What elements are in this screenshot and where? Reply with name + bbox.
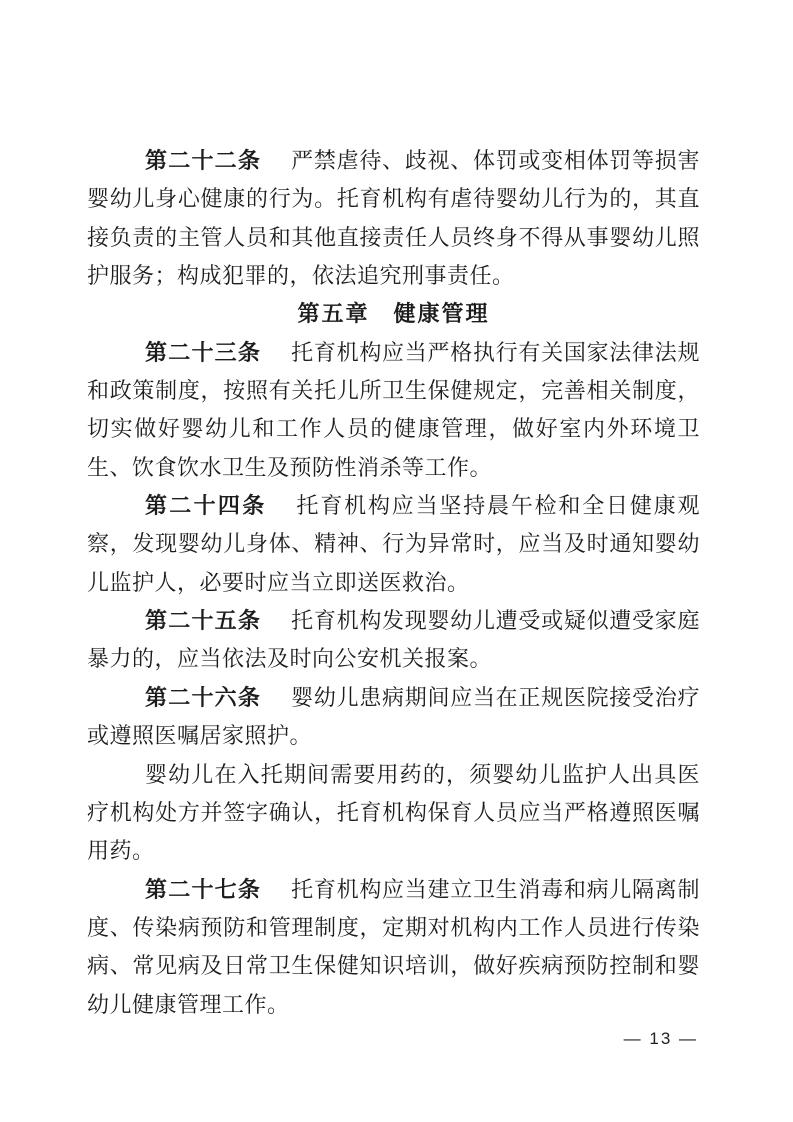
medication-paragraph: 婴幼儿在入托期间需要用药的，须婴幼儿监护人出具医疗机构处方并签字确认，托育机构保育人员应当严格遵照医嘱用药。	[87, 761, 700, 864]
article-27-text: 托育机构应当建立卫生消毒和病儿隔离制度、传染病预防和管理制度，定期对机构内工作人员进行传染病、常见病及日常卫生保健知识培训，做好疾病预防控制和婴幼儿健康管理工作。	[87, 876, 700, 1017]
article-23-paragraph	[87, 334, 700, 487]
article-27-number: 第二十七条	[145, 876, 262, 902]
article-23-text: 托育机构应当严格执行有关国家法律法规和政策制度，按照有关托儿所卫生保健规定，完善相关制度，切实做好婴幼儿和工作人员的健康管理，做好室内外环境卫生、饮食饮水卫生及预防性消杀等工作。	[87, 339, 700, 480]
article-24-text: 托育机构应当坚持晨午检和全日健康观察，发现婴幼儿身体、精神、行为异常时，应当及时通知婴幼儿监护人，必要时应当立即送医救治。	[87, 493, 700, 595]
article-25-number: 第二十五条	[145, 608, 262, 634]
chapter-5-heading: 第五章 健康管理	[297, 301, 490, 327]
article-24-number: 第二十四条	[145, 493, 267, 519]
article-25-paragraph	[87, 602, 700, 679]
article-26-text: 婴幼儿患病期间应当在正规医院接受治疗或遵照医嘱居家照护。	[87, 684, 700, 749]
article-25-text: 托育机构发现婴幼儿遭受或疑似遭受家庭暴力的，应当依法及时向公安机关报案。	[87, 608, 700, 672]
article-24-paragraph	[87, 487, 700, 602]
article-26-number: 第二十六条	[145, 684, 262, 710]
article-22-text: 严禁虐待、歧视、体罚或变相体罚等损害婴幼儿身心健康的行为。托育机构有虐待婴幼儿行为的，其直接负责的主管人员和其他直接责任人员终身不得从事婴幼儿照护服务；构成犯罪的，依法追究刑事责任。	[87, 148, 700, 289]
article-26-paragraph	[87, 679, 700, 756]
document-body	[87, 142, 700, 1024]
page-number: — 13 —	[623, 1029, 698, 1048]
article-23-number: 第二十三条	[145, 339, 262, 365]
article-22-paragraph	[87, 142, 700, 295]
article-27-paragraph	[87, 871, 700, 1024]
article-22-number: 第二十二条	[145, 148, 262, 173]
